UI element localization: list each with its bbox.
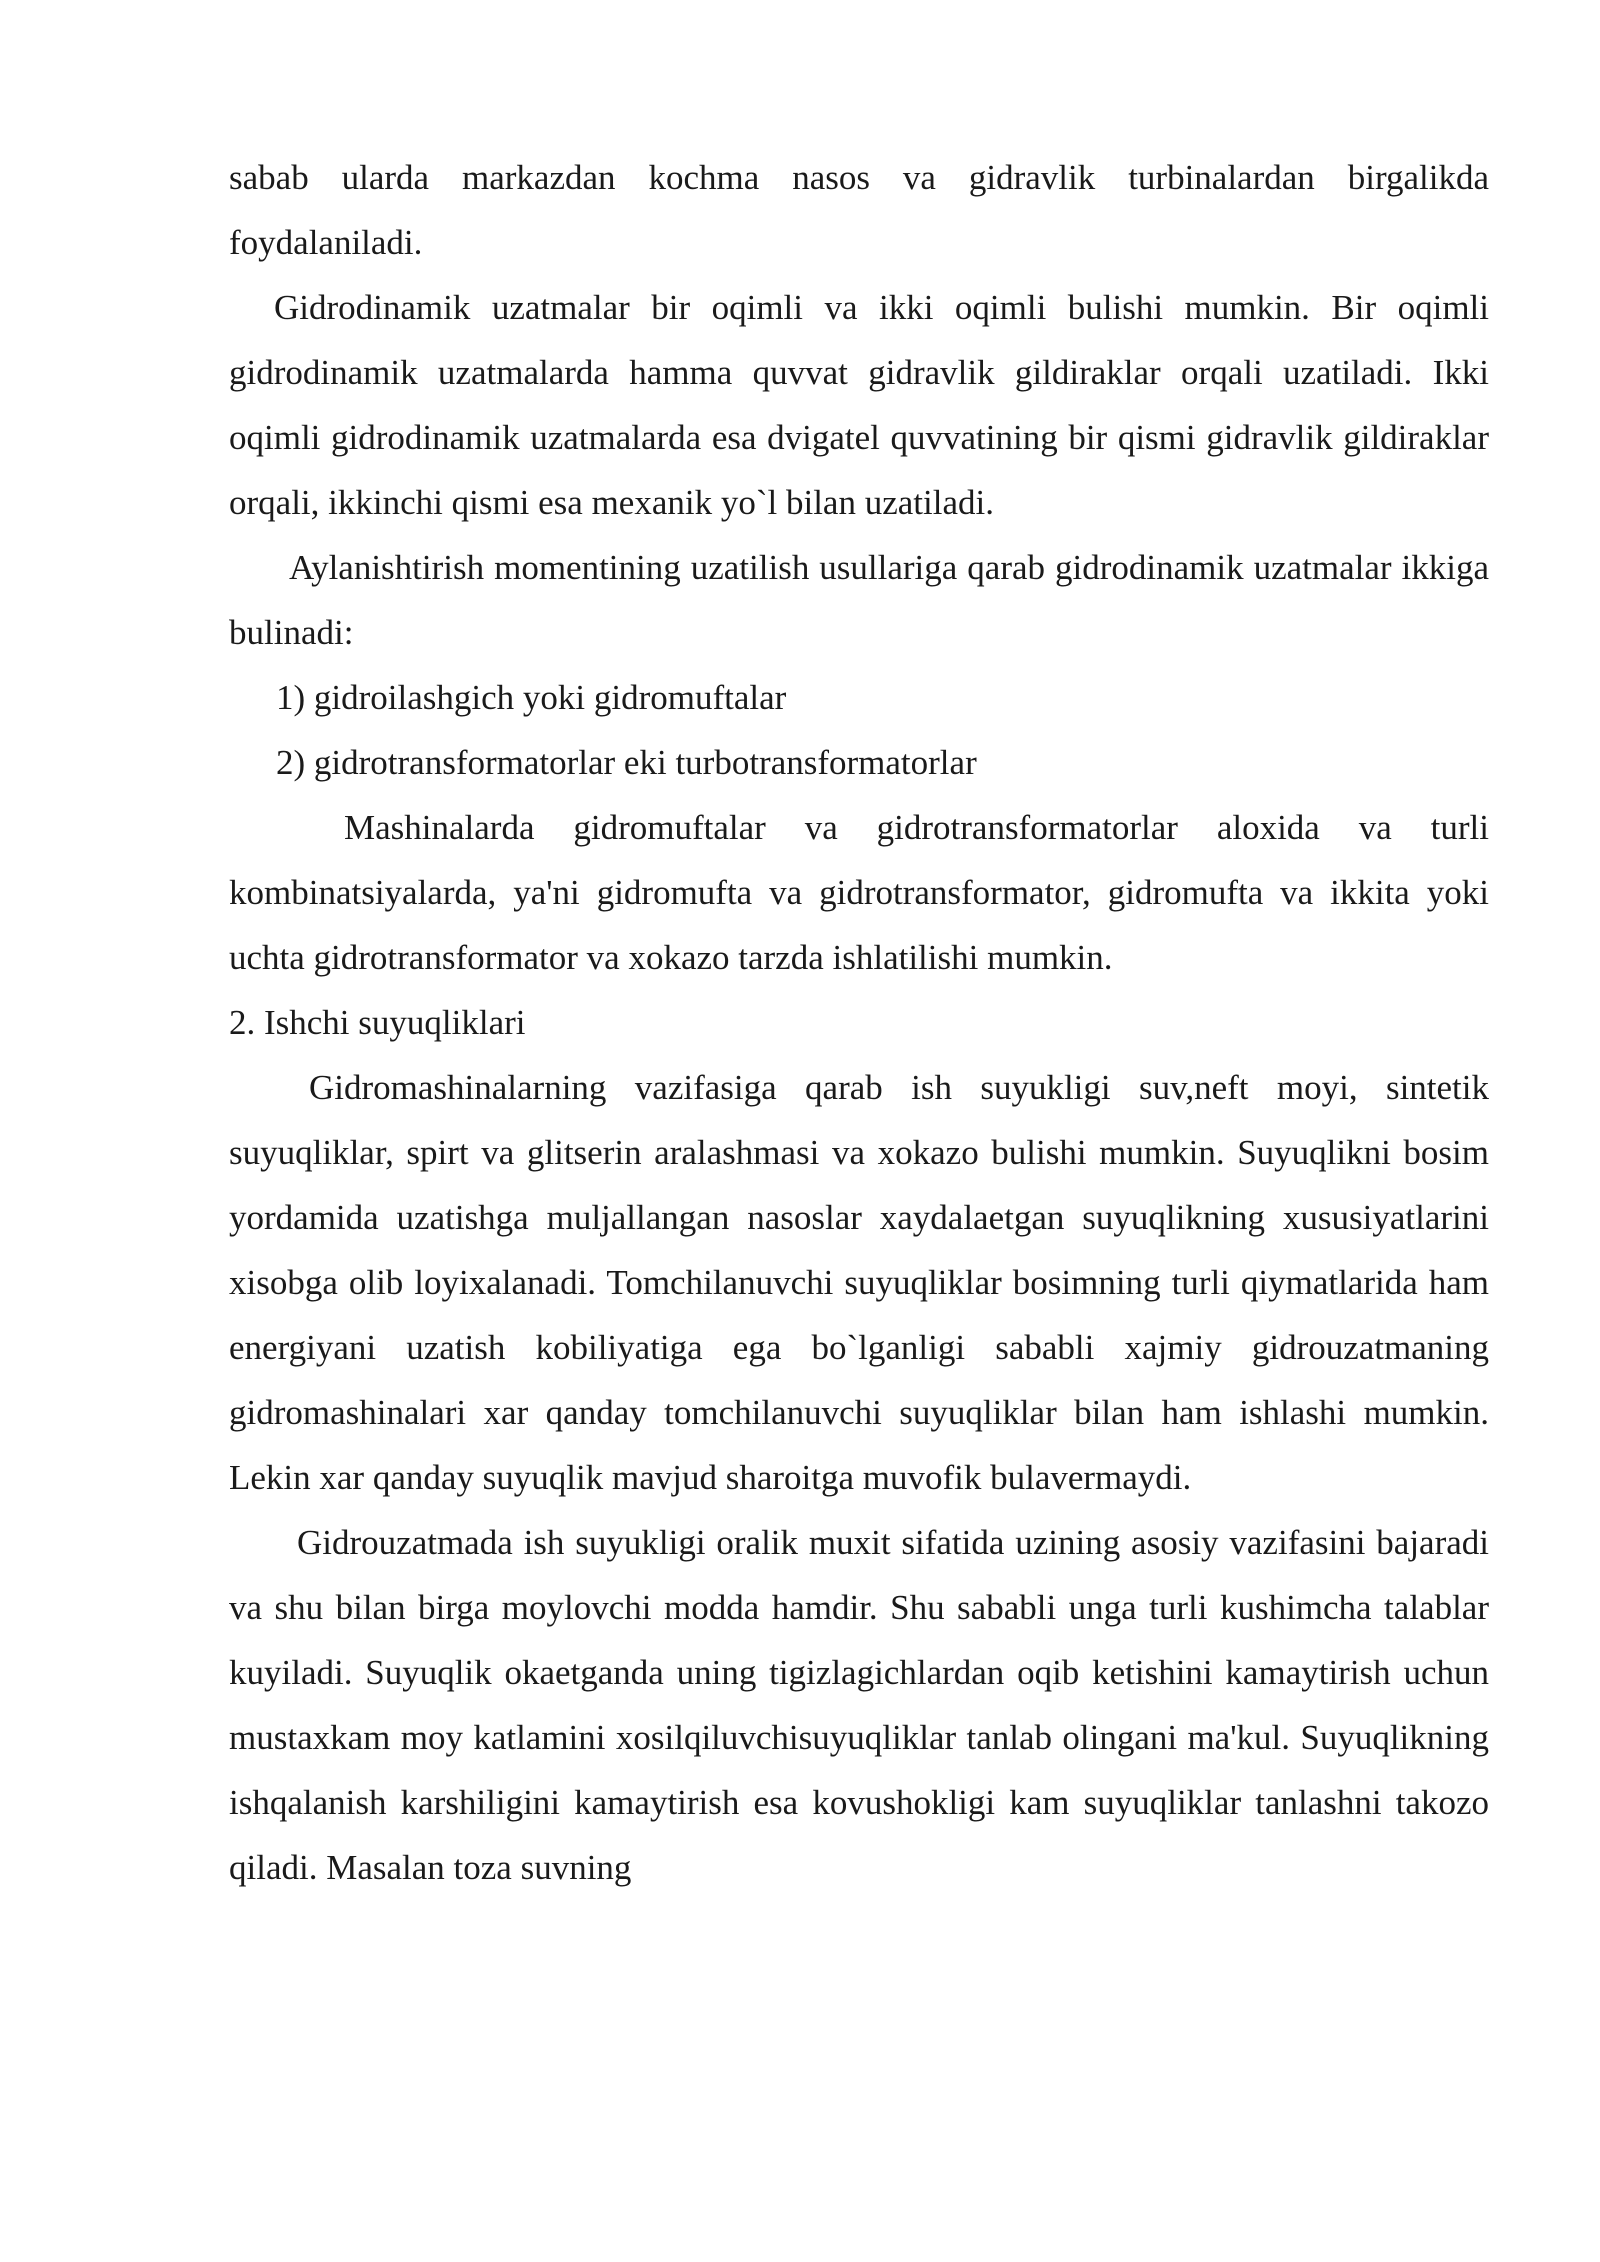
document-page (229, 145, 1489, 1900)
paragraph-5: Gidromashinalarning vazifasiga qarab ish suyukligi suv,neft moyi, sintetik suyuqliklar, spirt va glitserin aralashmasi va xokazo bulishi mumkin. Suyuqlikni bosim yordamida uzatishga muljallangan nasoslar xaydalaetgan suyuqlikning xususiyatlarini xisobga olib loyixalanadi. Tomchilanuvchi suyuqliklar bosimning turli qiymatlarida ham energiyani uzatish kobiliyatiga ega bo`lganligi sababli xajmiy gidrouzatmaning gidromashinalari xar qanday tomchilanuvchi suyuqliklar bilan ham ishlashi mumkin. Lekin xar qanday suyuqlik mavjud sharoitga muvofik bulavermaydi. (229, 1068, 1489, 1497)
paragraph-1: sabab ularda markazdan kochma nasos va gidravlik turbinalardan birgalikda foydalaniladi. (229, 158, 1489, 262)
section-title: 2. Ishchi suyuqliklari (229, 1003, 526, 1042)
paragraph-2: Gidrodinamik uzatmalar bir oqimli va ikki oqimli bulishi mumkin. Bir oqimli gidrodinamik uzatmalarda hamma quvvat gidravlik gildiraklar orqali uzatiladi. Ikki oqimli gidrodinamik uzatmalarda esa dvigatel quvvatining bir qismi gidravlik gildiraklar orqali, ikkinchi qismi esa mexanik yo`l bilan uzatiladi. (229, 288, 1489, 522)
paragraph-4: Mashinalarda gidromuftalar va gidrotransformatorlar aloxida va turli kombinatsiyalarda, ya'ni gidromufta va gidrotransformator, gidromufta va ikkita yoki uchta gidrotransformator va xokazo tarzda ishlatilishi mumkin. (229, 808, 1489, 977)
paragraph-6: Gidrouzatmada ish suyukligi oralik muxit sifatida uzining asosiy vazifasini bajaradi va shu bilan birga moylovchi modda hamdir. Shu sababli unga turli kushimcha talablar kuyiladi. Suyuqlik okaetganda uning tigizlagichlardan oqib ketishini kamaytirish uchun mustaxkam moy katlamini xosilqiluvchisuyuqliklar tanlab olingani ma'kul. Suyuqlikning ishqalanish karshiligini kamaytirish esa kovushokligi kam suyuqliklar tanlashni takozo qiladi. Masalan toza suvning (229, 1523, 1489, 1887)
list-item-1: 1) gidroilashgich yoki gidromuftalar (276, 678, 787, 717)
paragraph-3: Aylanishtirish momentining uzatilish usullariga qarab gidrodinamik uzatmalar ikkiga bulinadi: (229, 548, 1489, 652)
list-item-2: 2) gidrotransformatorlar eki turbotransformatorlar (276, 743, 977, 782)
